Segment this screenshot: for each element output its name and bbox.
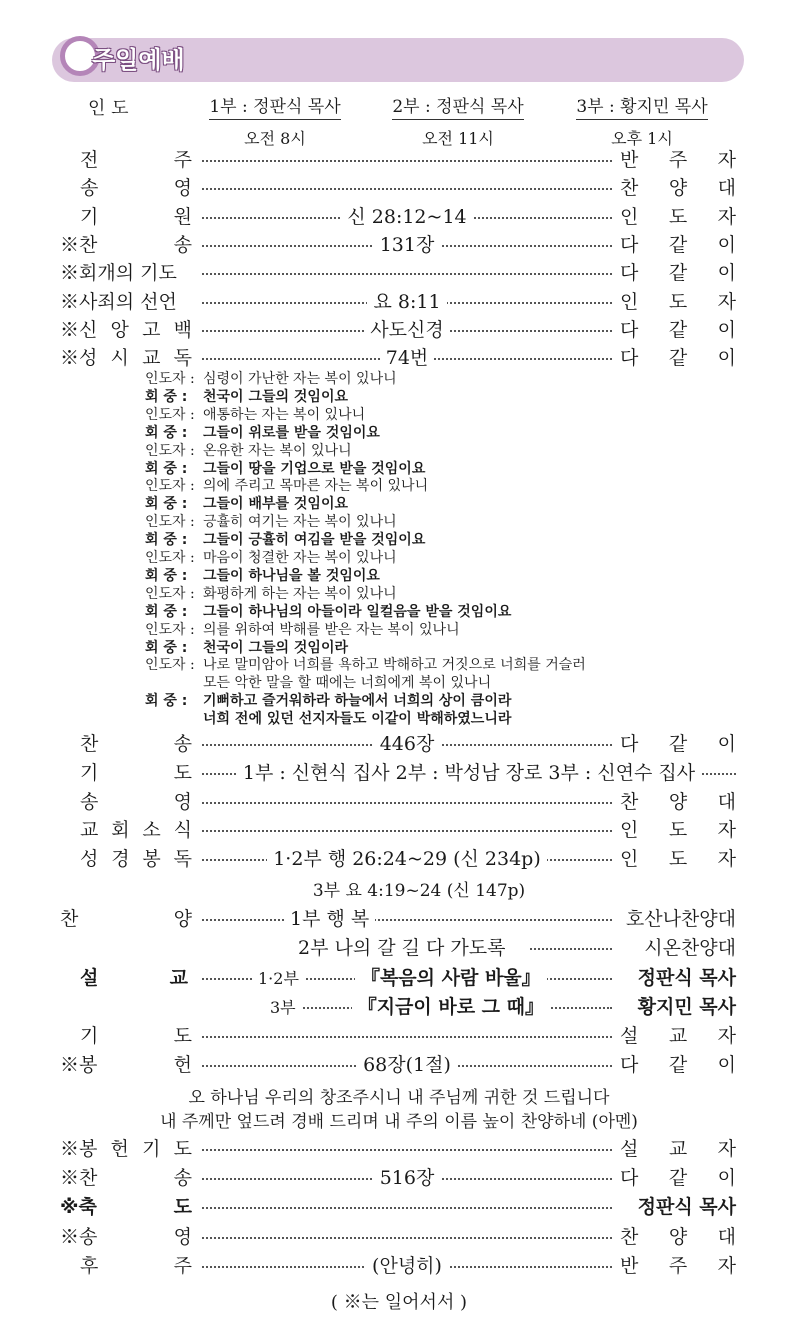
sermon-line2: 3부 『지금이 바로 그 때』 bbox=[202, 992, 612, 1019]
order-label: ※봉 헌 기 도 bbox=[60, 1138, 192, 1160]
order-performer: 인 도 자 bbox=[620, 290, 736, 313]
response-leader: 인도자 : 나로 말미암아 너희를 욕하고 박해하고 거짓으로 너희를 거슬러 bbox=[145, 657, 586, 674]
scripture-3: 3부 요 4:19~24 (신 147p) bbox=[312, 881, 526, 901]
anthem-row-2 bbox=[60, 933, 736, 961]
order-detail: 1·2부 행 26:24~29 (신 234p) bbox=[202, 844, 612, 871]
response-congregation: 회 중 : 그들이 땅을 기업으로 받을 것임이요 bbox=[145, 460, 426, 477]
order-label: 전 주 bbox=[80, 149, 192, 171]
order-detail: 1부 : 신현식 집사 2부 : 박성남 장로 3부 : 신연수 집사 bbox=[202, 758, 736, 785]
order-performer: 인 도 자 bbox=[620, 205, 736, 228]
order-label: 기 원 bbox=[80, 205, 192, 228]
stand-mark: ※ bbox=[60, 1054, 80, 1076]
order-label: 성 경 봉 독 bbox=[80, 848, 192, 871]
dot-leader bbox=[202, 802, 612, 804]
order-label: ※사죄의 선언 bbox=[60, 290, 177, 313]
service-3 bbox=[562, 92, 722, 149]
response-leader: 인도자 : 의에 주리고 목마른 자는 복이 있나니 bbox=[145, 478, 429, 495]
order-performer: 반 주 자 bbox=[620, 149, 736, 171]
response-congregation: 회 중 : 그들이 위로를 받을 것임이요 bbox=[145, 424, 380, 441]
order-label: 찬 송 bbox=[80, 733, 192, 755]
response-congregation: 회 중 : 그들이 하나님의 아들이라 일컬음을 받을 것임이요 bbox=[145, 603, 512, 620]
dot-leader bbox=[202, 1237, 612, 1239]
response-leader: 인도자 : 마음이 청결한 자는 복이 있나니 bbox=[145, 550, 397, 566]
stand-mark: ※ bbox=[60, 290, 80, 313]
order-row bbox=[60, 287, 736, 315]
response-congregation: 회 중 : 그들이 하나님을 볼 것임이요 bbox=[145, 567, 380, 584]
order-label: ※성 시 교 독 bbox=[60, 347, 192, 370]
anthem-line1-perf: 호산나찬양대 bbox=[625, 908, 736, 930]
response-congregation: 회 중 : 천국이 그들의 것임이요 bbox=[145, 388, 348, 405]
service-1-name: 1부 : 정판식 목사 bbox=[209, 92, 340, 120]
order-row bbox=[60, 258, 736, 286]
order-detail: 요 8:11 bbox=[202, 287, 612, 314]
order-detail: 131장 bbox=[202, 230, 612, 257]
order-performer: 다 같 이 bbox=[620, 262, 736, 285]
order-row bbox=[60, 145, 736, 173]
order-row bbox=[60, 202, 736, 230]
services-row bbox=[0, 88, 798, 148]
order-row bbox=[60, 787, 736, 815]
order-row bbox=[60, 844, 736, 872]
stand-mark: ※ bbox=[60, 1167, 80, 1190]
dot-leader bbox=[202, 273, 612, 275]
order-row bbox=[60, 758, 736, 786]
page-title: 주일예배 bbox=[92, 46, 185, 74]
sermon-line1-perf: 정판식 목사 bbox=[637, 967, 736, 989]
offering-song-line-1: 오 하나님 우리의 창조주시니 내 주님께 귀한 것 드립니다 bbox=[188, 1088, 610, 1108]
stand-mark: ※ bbox=[60, 1138, 80, 1160]
offering-song-line-2: 내 주께만 엎드려 경배 드리며 내 주의 이름 높이 찬양하네 (아멘) bbox=[160, 1112, 638, 1132]
stand-mark: ※ bbox=[60, 1225, 80, 1248]
order-row bbox=[60, 729, 736, 757]
response-congregation: 회 중 : 기뻐하고 즐거워하라 하늘에서 너희의 상이 큼이라 bbox=[145, 693, 512, 710]
order-label: ※회개의 기도 bbox=[60, 262, 177, 285]
sermon-row bbox=[60, 963, 736, 991]
order-detail: 신 28:12~14 bbox=[202, 202, 612, 229]
order-detail: (안녕히) bbox=[202, 1251, 612, 1278]
response-congregation: 회 중 : 천국이 그들의 것임이라 bbox=[145, 639, 348, 656]
anthem-label: 찬 양 bbox=[60, 908, 192, 930]
sermon-row-2 bbox=[60, 992, 736, 1020]
order-performer: 반 주 자 bbox=[620, 1254, 736, 1277]
order-label: 송 영 bbox=[80, 790, 192, 813]
order-performer: 다 같 이 bbox=[620, 318, 736, 341]
sermon-line2-perf: 황지민 목사 bbox=[637, 996, 736, 1018]
stand-mark: ※ bbox=[60, 347, 80, 370]
order-detail: 516장 bbox=[202, 1163, 612, 1190]
order-label: ※찬 송 bbox=[60, 1167, 192, 1190]
anthem-line1-mid: 1부 행 복 bbox=[202, 904, 612, 931]
order-label: ※축 도 bbox=[60, 1196, 192, 1219]
order-row bbox=[60, 815, 736, 843]
response-congregation: 회 중 : 그들이 배부를 것임이요 bbox=[145, 496, 348, 513]
order-row bbox=[60, 315, 736, 343]
order-detail: 68장(1절) bbox=[202, 1050, 612, 1077]
order-label: ※신 앙 고 백 bbox=[60, 318, 192, 341]
order-label: 후 주 bbox=[80, 1254, 192, 1277]
order-performer: 찬 양 대 bbox=[620, 1225, 736, 1248]
sermon-label: 설 교 bbox=[80, 967, 188, 989]
sermon-line1: 1·2부 『복음의 사람 바울』 bbox=[202, 963, 612, 990]
order-performer: 설 교 자 bbox=[620, 1138, 736, 1160]
order-performer bbox=[620, 758, 736, 786]
order-detail: 사도신경 bbox=[202, 315, 612, 342]
order-row bbox=[60, 1222, 736, 1250]
anthem-row bbox=[60, 904, 736, 932]
order-performer: 정판식 목사 bbox=[637, 1196, 736, 1219]
order-row bbox=[60, 173, 736, 201]
order-performer: 다 같 이 bbox=[620, 1167, 736, 1190]
dot-leader bbox=[202, 830, 612, 832]
order-label: 기 도 bbox=[80, 761, 192, 784]
dot-leader bbox=[202, 1149, 612, 1151]
order-label: ※봉 헌 bbox=[60, 1054, 192, 1076]
order-label: 교 회 소 식 bbox=[80, 819, 192, 842]
response-leader: 인도자 : 심령이 가난한 자는 복이 있나니 bbox=[145, 371, 397, 387]
anthem-line2-perf: 시온찬양대 bbox=[644, 937, 736, 959]
stand-mark: ※ bbox=[60, 318, 80, 341]
order-performer: 다 같 이 bbox=[620, 347, 736, 370]
stand-mark: ※ bbox=[60, 1196, 79, 1219]
order-performer: 설 교 자 bbox=[620, 1025, 736, 1047]
order-row bbox=[60, 1163, 736, 1191]
order-detail: 74번 bbox=[202, 343, 612, 370]
response-leader: 인도자 : 긍휼히 여기는 자는 복이 있나니 bbox=[145, 514, 397, 531]
response-congregation: 회 중 : 그들이 긍휼히 여김을 받을 것임이요 bbox=[145, 532, 426, 549]
service-2-name: 2부 : 정판식 목사 bbox=[392, 92, 523, 120]
dot-leader bbox=[202, 1036, 612, 1038]
order-detail: 446장 bbox=[202, 729, 612, 756]
stand-mark: ※ bbox=[60, 233, 80, 256]
order-label: 송 영 bbox=[80, 177, 192, 200]
response-congregation: 너희 전에 있던 선지자들도 이같이 박해하였느니라 bbox=[203, 711, 512, 728]
response-leader: 인도자 : 애통하는 자는 복이 있나니 bbox=[145, 406, 366, 423]
order-performer: 다 같 이 bbox=[620, 733, 736, 755]
order-performer: 찬 양 대 bbox=[620, 790, 736, 813]
stand-mark: ※ bbox=[60, 262, 80, 285]
services-label: 인 도 bbox=[88, 98, 129, 119]
dot-leader bbox=[202, 160, 612, 162]
order-performer: 다 같 이 bbox=[620, 1054, 736, 1076]
dot-leader bbox=[202, 188, 612, 190]
order-row bbox=[60, 1134, 736, 1162]
order-row bbox=[60, 1021, 736, 1049]
order-row bbox=[60, 1251, 736, 1279]
footer-note: ( ※는 일어서서 ) bbox=[330, 1292, 468, 1313]
response-leader: 인도자 : 화평하게 하는 자는 복이 있나니 bbox=[145, 585, 397, 602]
order-label: ※찬 송 bbox=[60, 233, 192, 256]
response-leader: 인도자 : 의를 위하여 박해를 받은 자는 복이 있나니 bbox=[145, 621, 460, 638]
order-label: ※송 영 bbox=[60, 1225, 192, 1248]
order-performer: 인 도 자 bbox=[620, 848, 736, 871]
order-row bbox=[60, 1192, 736, 1220]
order-row bbox=[60, 1050, 736, 1078]
service-3-name: 3부 : 황지민 목사 bbox=[576, 92, 707, 120]
order-row bbox=[60, 343, 736, 371]
order-performer: 다 같 이 bbox=[620, 233, 736, 256]
service-2 bbox=[378, 92, 538, 149]
response-leader: 모든 악한 말을 할 때에는 너희에게 복이 있나니 bbox=[203, 675, 492, 692]
order-label: 기 도 bbox=[80, 1025, 192, 1047]
response-leader: 인도자 : 온유한 자는 복이 있나니 bbox=[145, 442, 352, 459]
service-1-time: 오전 8시 bbox=[244, 129, 306, 148]
order-performer: 인 도 자 bbox=[620, 819, 736, 842]
dot-leader bbox=[202, 1207, 612, 1209]
service-3-time: 오후 1시 bbox=[611, 129, 673, 148]
order-performer: 찬 양 대 bbox=[620, 177, 736, 200]
service-1 bbox=[195, 92, 355, 149]
service-2-time: 오전 11시 bbox=[422, 129, 494, 148]
anthem-line2-mid: 2부 나의 갈 길 다 가도록 bbox=[292, 933, 612, 960]
order-row bbox=[60, 230, 736, 258]
